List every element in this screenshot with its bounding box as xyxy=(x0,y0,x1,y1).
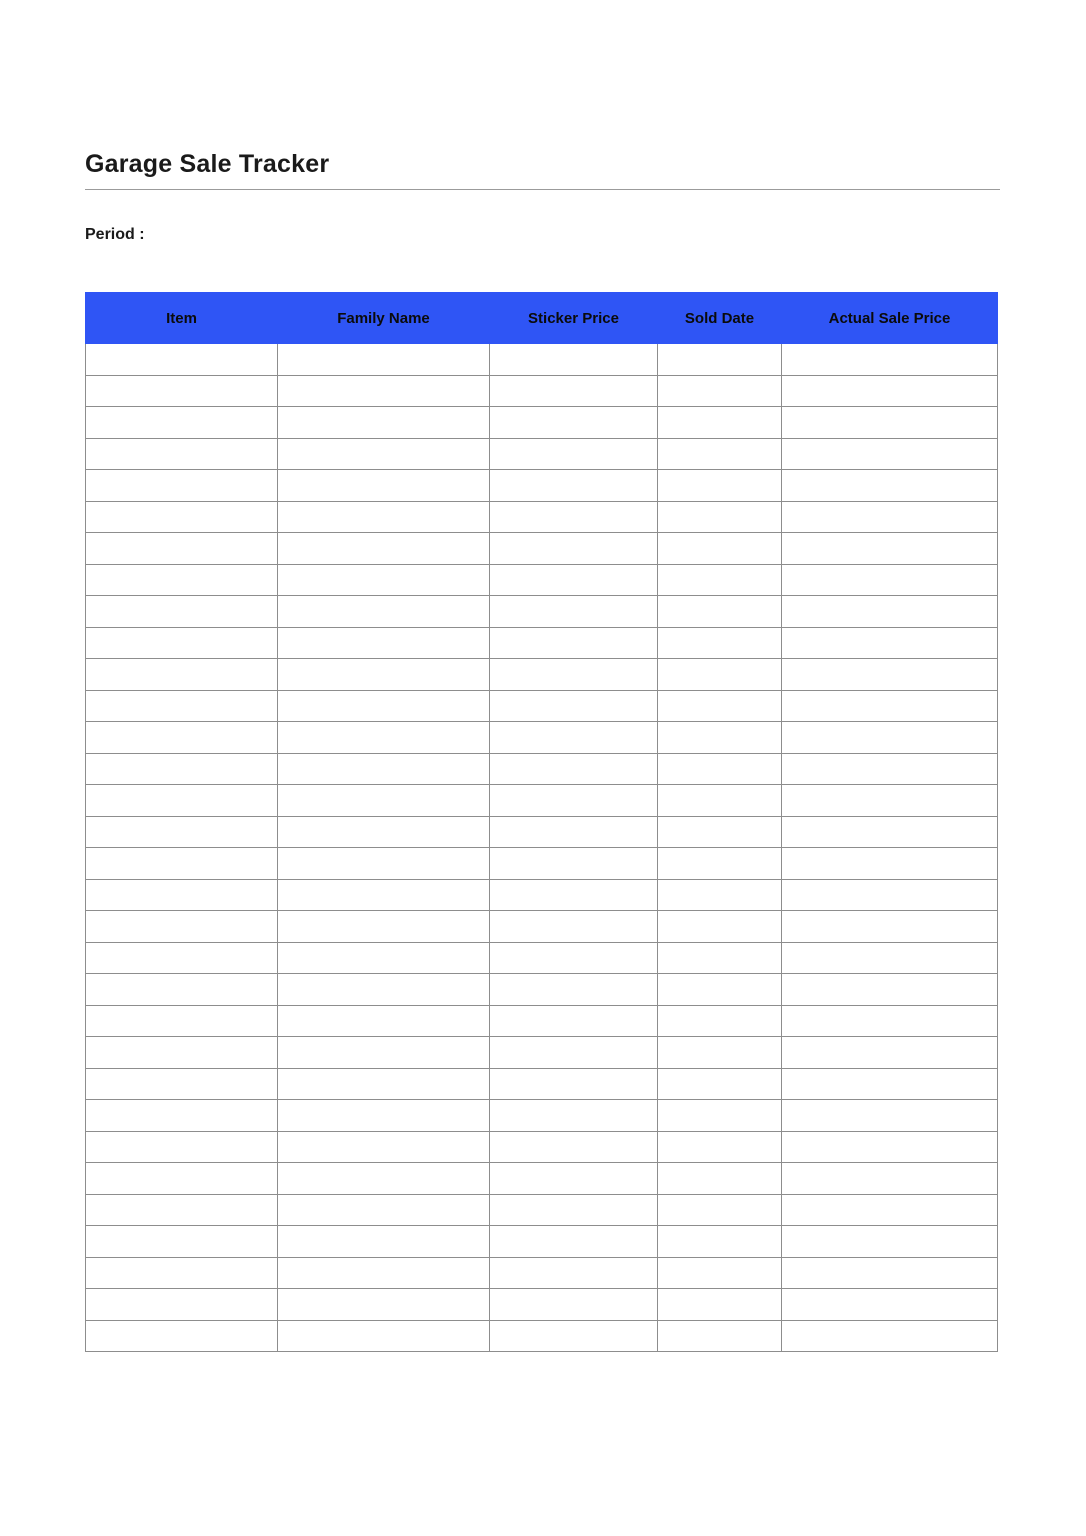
table-cell[interactable] xyxy=(658,627,782,659)
table-cell[interactable] xyxy=(490,344,658,376)
table-cell[interactable] xyxy=(86,407,278,439)
table-cell[interactable] xyxy=(658,438,782,470)
table-cell[interactable] xyxy=(658,722,782,754)
table-cell[interactable] xyxy=(782,1163,998,1195)
table-body xyxy=(86,344,998,1352)
table-cell[interactable] xyxy=(658,690,782,722)
table-row xyxy=(86,1068,998,1100)
table-cell[interactable] xyxy=(490,1005,658,1037)
table-cell[interactable] xyxy=(782,911,998,943)
table-cell[interactable] xyxy=(658,1320,782,1352)
table-row xyxy=(86,1194,998,1226)
table-row xyxy=(86,753,998,785)
table-cell[interactable] xyxy=(86,1068,278,1100)
table-cell[interactable] xyxy=(658,1068,782,1100)
table-cell[interactable] xyxy=(86,438,278,470)
table-cell[interactable] xyxy=(782,375,998,407)
table-row xyxy=(86,1037,998,1069)
table-cell[interactable] xyxy=(278,501,490,533)
table-row xyxy=(86,1100,998,1132)
table-cell[interactable] xyxy=(782,501,998,533)
table-cell[interactable] xyxy=(782,722,998,754)
table-cell[interactable] xyxy=(278,848,490,880)
table-cell[interactable] xyxy=(658,1194,782,1226)
period-value[interactable] xyxy=(151,226,351,244)
table-cell[interactable] xyxy=(278,722,490,754)
table-cell[interactable] xyxy=(490,659,658,691)
table-cell[interactable] xyxy=(278,1289,490,1321)
table-row xyxy=(86,596,998,628)
table-cell[interactable] xyxy=(658,911,782,943)
table-cell[interactable] xyxy=(86,848,278,880)
table-cell[interactable] xyxy=(658,470,782,502)
page-content xyxy=(85,150,1000,1352)
period-field-row xyxy=(85,226,1000,244)
table-cell[interactable] xyxy=(490,533,658,565)
table-cell[interactable] xyxy=(782,1037,998,1069)
table-cell[interactable] xyxy=(86,1005,278,1037)
table-cell[interactable] xyxy=(490,501,658,533)
table-cell[interactable] xyxy=(782,848,998,880)
table-row xyxy=(86,564,998,596)
table-cell[interactable] xyxy=(86,816,278,848)
table-cell[interactable] xyxy=(86,470,278,502)
table-cell[interactable] xyxy=(490,627,658,659)
table-row xyxy=(86,1226,998,1258)
table-cell[interactable] xyxy=(658,1163,782,1195)
table-row xyxy=(86,470,998,502)
table-cell[interactable] xyxy=(86,785,278,817)
table-cell[interactable] xyxy=(782,533,998,565)
table-cell[interactable] xyxy=(782,659,998,691)
table-cell[interactable] xyxy=(278,1068,490,1100)
table-cell[interactable] xyxy=(278,1194,490,1226)
table-cell[interactable] xyxy=(782,1068,998,1100)
table-cell[interactable] xyxy=(658,659,782,691)
table-cell[interactable] xyxy=(782,1131,998,1163)
period-label: Period : xyxy=(85,226,145,243)
table-row xyxy=(86,1131,998,1163)
table-cell[interactable] xyxy=(86,690,278,722)
table-cell[interactable] xyxy=(86,974,278,1006)
table-cell[interactable] xyxy=(86,659,278,691)
table-cell[interactable] xyxy=(86,375,278,407)
table-cell[interactable] xyxy=(490,942,658,974)
table-cell[interactable] xyxy=(782,1100,998,1132)
table-row xyxy=(86,659,998,691)
page-title: Garage Sale Tracker xyxy=(85,150,330,178)
table-cell[interactable] xyxy=(86,1257,278,1289)
table-cell[interactable] xyxy=(490,974,658,1006)
table-cell[interactable] xyxy=(782,1005,998,1037)
table-cell[interactable] xyxy=(490,1100,658,1132)
table-cell[interactable] xyxy=(658,785,782,817)
table-cell[interactable] xyxy=(782,344,998,376)
table-row xyxy=(86,1289,998,1321)
table-cell[interactable] xyxy=(782,816,998,848)
table-cell[interactable] xyxy=(278,438,490,470)
table-row xyxy=(86,911,998,943)
table-cell[interactable] xyxy=(278,911,490,943)
table-row xyxy=(86,690,998,722)
table-row xyxy=(86,438,998,470)
table-cell[interactable] xyxy=(658,1005,782,1037)
table-row xyxy=(86,344,998,376)
table-cell[interactable] xyxy=(658,974,782,1006)
table-cell[interactable] xyxy=(86,564,278,596)
table-cell[interactable] xyxy=(278,1163,490,1195)
table-row xyxy=(86,1320,998,1352)
table-cell[interactable] xyxy=(490,1320,658,1352)
table-row xyxy=(86,722,998,754)
table-cell[interactable] xyxy=(782,1194,998,1226)
table-cell[interactable] xyxy=(490,911,658,943)
table-cell[interactable] xyxy=(86,1226,278,1258)
table-cell[interactable] xyxy=(278,533,490,565)
table-cell[interactable] xyxy=(658,344,782,376)
table-cell[interactable] xyxy=(86,722,278,754)
table-cell[interactable] xyxy=(278,753,490,785)
table-cell[interactable] xyxy=(86,344,278,376)
table-cell[interactable] xyxy=(782,785,998,817)
table-cell[interactable] xyxy=(86,1320,278,1352)
table-cell[interactable] xyxy=(490,564,658,596)
table-cell[interactable] xyxy=(86,1037,278,1069)
table-cell[interactable] xyxy=(86,596,278,628)
table-cell[interactable] xyxy=(490,785,658,817)
table-cell[interactable] xyxy=(490,1037,658,1069)
table-cell[interactable] xyxy=(278,1100,490,1132)
table-cell[interactable] xyxy=(278,564,490,596)
garage-sale-table xyxy=(85,292,998,1352)
table-cell[interactable] xyxy=(782,753,998,785)
table-cell[interactable] xyxy=(490,1257,658,1289)
table-row xyxy=(86,942,998,974)
table-cell[interactable] xyxy=(490,407,658,439)
table-cell[interactable] xyxy=(278,1320,490,1352)
table-cell[interactable] xyxy=(86,501,278,533)
table-cell[interactable] xyxy=(658,501,782,533)
table-cell[interactable] xyxy=(490,848,658,880)
table-row xyxy=(86,1005,998,1037)
table-row xyxy=(86,501,998,533)
table-cell[interactable] xyxy=(782,690,998,722)
table-cell[interactable] xyxy=(490,375,658,407)
table-cell[interactable] xyxy=(278,659,490,691)
table-row xyxy=(86,879,998,911)
table-cell[interactable] xyxy=(490,879,658,911)
table-row xyxy=(86,816,998,848)
table-cell[interactable] xyxy=(278,942,490,974)
table-cell[interactable] xyxy=(278,1131,490,1163)
column-header-sticker-price: Sticker Price xyxy=(490,293,658,344)
table-cell[interactable] xyxy=(658,596,782,628)
table-cell[interactable] xyxy=(782,974,998,1006)
title-divider xyxy=(85,189,1000,190)
table-row xyxy=(86,627,998,659)
table-cell[interactable] xyxy=(278,470,490,502)
table-cell[interactable] xyxy=(278,407,490,439)
table-cell[interactable] xyxy=(658,848,782,880)
table-cell[interactable] xyxy=(658,942,782,974)
table-cell[interactable] xyxy=(278,596,490,628)
table-cell[interactable] xyxy=(86,1100,278,1132)
table-cell[interactable] xyxy=(86,1289,278,1321)
table-cell[interactable] xyxy=(658,375,782,407)
table-row xyxy=(86,785,998,817)
table-cell[interactable] xyxy=(658,1131,782,1163)
table-cell[interactable] xyxy=(490,1131,658,1163)
table-cell[interactable] xyxy=(86,1163,278,1195)
table-cell[interactable] xyxy=(658,564,782,596)
table-row xyxy=(86,375,998,407)
column-header-sold-date: Sold Date xyxy=(658,293,782,344)
table-row xyxy=(86,1163,998,1195)
table-cell[interactable] xyxy=(782,438,998,470)
table-row xyxy=(86,533,998,565)
table-cell[interactable] xyxy=(86,1131,278,1163)
table-cell[interactable] xyxy=(490,816,658,848)
table-cell[interactable] xyxy=(782,1257,998,1289)
table-cell[interactable] xyxy=(782,879,998,911)
table-cell[interactable] xyxy=(278,1005,490,1037)
table-cell[interactable] xyxy=(278,375,490,407)
table-cell[interactable] xyxy=(278,344,490,376)
table-cell[interactable] xyxy=(490,753,658,785)
table-cell[interactable] xyxy=(782,564,998,596)
table-cell[interactable] xyxy=(782,1226,998,1258)
table-cell[interactable] xyxy=(490,1226,658,1258)
table-cell[interactable] xyxy=(490,722,658,754)
table-cell[interactable] xyxy=(490,438,658,470)
table-cell[interactable] xyxy=(86,533,278,565)
table-cell[interactable] xyxy=(658,1289,782,1321)
table-cell[interactable] xyxy=(658,407,782,439)
column-header-family-name: Family Name xyxy=(278,293,490,344)
table-cell[interactable] xyxy=(490,596,658,628)
table-cell[interactable] xyxy=(86,879,278,911)
table-cell[interactable] xyxy=(658,1100,782,1132)
table-row xyxy=(86,974,998,1006)
table-cell[interactable] xyxy=(658,1257,782,1289)
table-cell[interactable] xyxy=(278,974,490,1006)
table-cell[interactable] xyxy=(782,596,998,628)
table-row xyxy=(86,407,998,439)
table-cell[interactable] xyxy=(658,753,782,785)
table-cell[interactable] xyxy=(86,753,278,785)
table-cell[interactable] xyxy=(278,816,490,848)
table-cell[interactable] xyxy=(490,1194,658,1226)
table-cell[interactable] xyxy=(782,627,998,659)
table-cell[interactable] xyxy=(782,407,998,439)
table-cell[interactable] xyxy=(782,942,998,974)
table-cell[interactable] xyxy=(86,911,278,943)
table-cell[interactable] xyxy=(490,470,658,502)
table-row xyxy=(86,1257,998,1289)
table-header-row xyxy=(86,293,998,344)
table-cell[interactable] xyxy=(782,470,998,502)
table-cell[interactable] xyxy=(86,1194,278,1226)
column-header-actual-sale-price: Actual Sale Price xyxy=(782,293,998,344)
table-cell[interactable] xyxy=(658,1037,782,1069)
table-cell[interactable] xyxy=(658,533,782,565)
table-header xyxy=(86,293,998,344)
table-cell[interactable] xyxy=(658,879,782,911)
table-cell[interactable] xyxy=(658,1226,782,1258)
table-cell[interactable] xyxy=(278,1257,490,1289)
table-cell[interactable] xyxy=(278,785,490,817)
table-cell[interactable] xyxy=(782,1289,998,1321)
table-cell[interactable] xyxy=(278,1037,490,1069)
table-cell[interactable] xyxy=(278,690,490,722)
table-cell[interactable] xyxy=(86,942,278,974)
table-cell[interactable] xyxy=(490,1289,658,1321)
table-cell[interactable] xyxy=(490,690,658,722)
table-cell[interactable] xyxy=(278,1226,490,1258)
table-row xyxy=(86,848,998,880)
table-cell[interactable] xyxy=(86,627,278,659)
table-cell[interactable] xyxy=(658,816,782,848)
column-header-item: Item xyxy=(86,293,278,344)
table-cell[interactable] xyxy=(490,1068,658,1100)
table-cell[interactable] xyxy=(782,1320,998,1352)
table-cell[interactable] xyxy=(278,879,490,911)
table-cell[interactable] xyxy=(490,1163,658,1195)
table-cell[interactable] xyxy=(278,627,490,659)
